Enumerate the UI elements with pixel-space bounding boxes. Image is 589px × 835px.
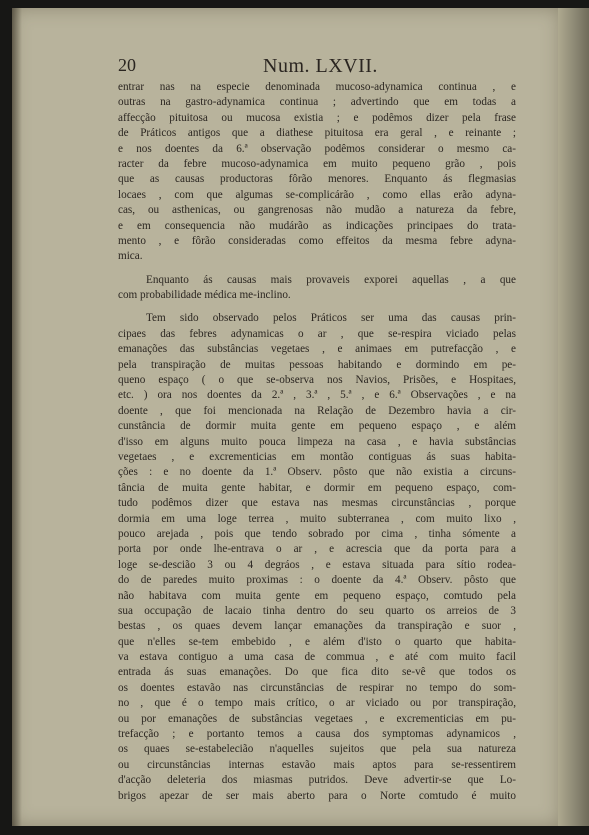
text-line: d'isso em alguns muito pouca limpeza na casa , e havia substâncias [118, 435, 516, 448]
paragraph-gap [118, 303, 516, 311]
text-line: brigos apezar de ser mais aberto para o Norte comtudo é muito [118, 789, 516, 802]
text-line: mento , e fôrão consideradas como effeitos da mesma febre adyna- [118, 234, 516, 247]
text-line: trefacção ; e portanto temos a causa dos symptomas adynamicos , [118, 728, 516, 741]
text-line: os quaes se-estabelecião n'aquelles sujeitos que pela sua natureza [118, 743, 516, 756]
text-line: tância de muita gente habitar, e dormir em pequeno espaço, com- [118, 481, 516, 494]
text-line: pouco arejada , pois que tendo sobrado por cima , tinha sómente a [118, 527, 516, 540]
text-line: e em consequencia não mudárão as indicações principaes do trata- [118, 219, 516, 232]
text-line: porta por onde lhe-entrava o ar , e acrescia que da porta para a [118, 543, 516, 556]
text-line: outras na gastro-adynamica continua ; advertindo que em todas a [118, 96, 516, 109]
paragraph-1 [118, 80, 516, 265]
running-header [118, 55, 538, 79]
text-line: do de paredes muito proximas : o doente da 4.ª Observ. pôsto que [118, 574, 516, 587]
text-line: não habitava com muita gente em pequeno espaço, comtudo pela [118, 589, 516, 602]
text-line: queno espaço ( o que se-observa nos Navios, Prisões, e Hospitaes, [118, 374, 516, 387]
text-line: os doentes estavão nas circunstâncias de respirar no tempo do som- [118, 681, 516, 694]
text-line: d'acção deleteria dos miasmas putridos. Deve advertir-se que Lo- [118, 774, 516, 787]
paragraph-gap [118, 265, 516, 273]
text-line: cipaes das febres adynamicas o ar , que se-respira viciado pelas [118, 327, 516, 340]
text-line: Tem sido observado pelos Práticos ser uma das causas prin- [146, 312, 516, 325]
text-line: doente , que foi mencionada na Relação de Dezembro havia a cir- [118, 404, 516, 417]
body-text [118, 80, 516, 804]
text-line: vegetaes , e excrementicias em montão contiguas ás suas habita- [118, 450, 516, 463]
text-line: loge se-descião 3 ou 4 degráos , e estava situada para sítio rodea- [118, 558, 516, 571]
text-line: tudo podêmos dizer que estava nas mesmas circunstâncias , porque [118, 497, 516, 510]
text-line: ou circunstâncias internas estavão mais aptos para se-ressentirem [118, 758, 516, 771]
page-number: 20 [118, 55, 136, 75]
text-line: pela transpiração de muitas pessoas habitando e dormindo em pe- [118, 358, 516, 371]
text-line: cunstância de dormir muita gente em pequeno espaço , e além [118, 420, 516, 433]
text-line: affecção pituitosa ou mucosa existia ; e podêmos dizer pela frase [118, 111, 516, 124]
text-line: entrar nas na especie denominada mucoso-adynamica continua , e [118, 81, 516, 93]
text-line: locaes , com que algumas se-complicárão , como ellas erão adyna- [118, 188, 516, 201]
text-line: dormia em uma loge terrea , muito subterranea , com muito lixo , [118, 512, 516, 525]
text-line: ções : e no doente da 1.ª Observ. pôsto que não existia a circuns- [118, 466, 516, 479]
text-line: entrada ás suas emanações. Do que fica dito se-vê que todos os [118, 666, 516, 679]
text-line: Enquanto ás causas mais provaveis exporei aquellas , a que [146, 273, 516, 286]
text-line: bestas , os quaes devem lançar emanações da transpiração e suor , [118, 620, 516, 633]
gutter-shadow [12, 8, 22, 826]
text-line: emanações das substâncias vegetaes , e animaes em putrefacção , e [118, 343, 516, 356]
text-line: ou por emanações de substâncias vegetaes , e excrementicias em pu- [118, 712, 516, 725]
text-line: racter da febre mucoso-adynamica em muito pequeno grão , pois [118, 157, 516, 170]
text-line: etc. ) ora nos doentes da 2.ª , 3.ª , 5.ª , e 6.ª Observações , e na [118, 389, 516, 402]
header-title: Num. LXVII. [263, 55, 378, 77]
text-line: mica. [118, 250, 143, 263]
paragraph-3 [118, 311, 516, 804]
text-line: que n'elles se-tem embebido , e além d'isto o quarto que habita- [118, 635, 516, 648]
text-line: no , que é o tempo mais crítico, o ar viciado ou por transpiração, [118, 697, 516, 710]
facing-page-edge [558, 8, 589, 826]
text-line: com probabilidade médica me-inclino. [118, 289, 291, 302]
text-line: va estava contiguo a uma casa de commua , e até com muito facil [118, 651, 516, 664]
text-line: sua occupação de lacaio tinha dentro do seu quarto os arreios de 3 [118, 604, 516, 617]
text-line: e nos doentes da 6.ª observação podêmos considerar o mesmo ca- [118, 142, 516, 155]
text-line: cas, ou asthenicas, ou gangrenosas não mudão a natureza da febre, [118, 204, 516, 217]
text-line: que as causas productoras fôrão menores. Enquanto ás flegmasias [118, 173, 516, 186]
paragraph-2 [118, 273, 516, 304]
text-line: de Práticos antigos que a diathese pituitosa era geral , e reinante ; [118, 127, 516, 140]
